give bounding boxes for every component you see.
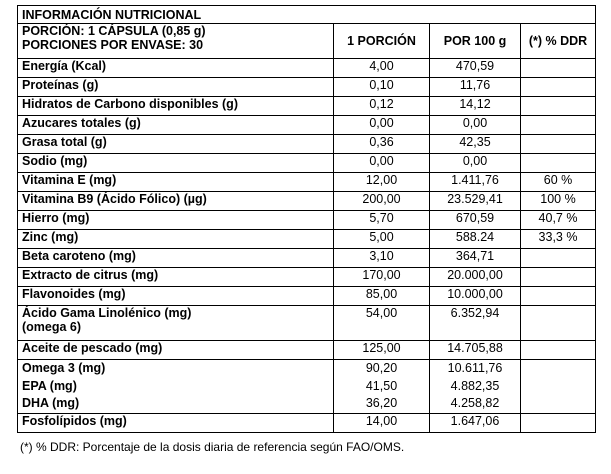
table-row [18, 116, 596, 135]
nutrient-name: Sodio (mg) [18, 154, 334, 173]
table-row [18, 413, 596, 432]
portion-value: 0,00 [334, 154, 430, 173]
ddr-value [521, 287, 596, 306]
table-row [18, 341, 596, 360]
nutrient-name: Vitamina B9 (Ácido Fólico) (µg) [18, 192, 334, 211]
portion-value: 5,70 [334, 211, 430, 230]
nutrition-facts-table [17, 5, 596, 433]
portion-value: 0,36 [334, 135, 430, 154]
col-header-per-100g: POR 100 g [430, 24, 521, 59]
nutrient-name: Hidratos de Carbono disponibles (g) [18, 97, 334, 116]
table-row [18, 360, 596, 414]
portion-value: 54,00 [334, 306, 430, 341]
nutrient-name: Fosfolípidos (mg) [18, 413, 334, 432]
nutrient-name: Azucares totales (g) [18, 116, 334, 135]
ddr-value: 40,7 % [521, 211, 596, 230]
per-100g-value: 42,35 [430, 135, 521, 154]
col-header-portion: 1 PORCIÓN [334, 24, 430, 59]
ddr-value [521, 360, 596, 414]
nutrient-name: Grasa total (g) [18, 135, 334, 154]
table-row [18, 287, 596, 306]
ddr-value [521, 59, 596, 78]
ddr-value [521, 306, 596, 341]
per-100g-value: 23.529,41 [430, 192, 521, 211]
per-100g-value-line: 4.882,35 [450, 378, 500, 393]
per-100g-value: 364,71 [430, 249, 521, 268]
portion-value: 200,00 [334, 192, 430, 211]
nutrient-name [18, 306, 334, 341]
nutrient-name-line: (omega 6) [22, 320, 82, 334]
per-100g-value: 20.000,00 [430, 268, 521, 287]
table-row [18, 135, 596, 154]
nutrient-name: Aceite de pescado (mg) [18, 341, 334, 360]
servings-per-container: PORCIONES POR ENVASE: 30 [22, 38, 204, 52]
portion-value: 4,00 [334, 59, 430, 78]
ddr-value [521, 249, 596, 268]
ddr-value [521, 78, 596, 97]
portion-value: 85,00 [334, 287, 430, 306]
per-100g-value [430, 360, 521, 414]
table-row [18, 192, 596, 211]
table-row [18, 306, 596, 341]
per-100g-value: 0,00 [430, 154, 521, 173]
table-row [18, 59, 596, 78]
nutrient-name: Extracto de citrus (mg) [18, 268, 334, 287]
nutrient-name: Flavonoides (mg) [18, 287, 334, 306]
per-100g-value: 588.24 [430, 230, 521, 249]
ddr-value: 33,3 % [521, 230, 596, 249]
nutrient-name: Zinc (mg) [18, 230, 334, 249]
table-row [18, 249, 596, 268]
per-100g-value: 670,59 [430, 211, 521, 230]
per-100g-value: 11,76 [430, 78, 521, 97]
ddr-value [521, 341, 596, 360]
per-100g-value-line: 4.258,82 [450, 396, 500, 410]
per-100g-value: 10.000,00 [430, 287, 521, 306]
portion-value-line: 36,20 [365, 396, 398, 410]
nutrient-name-line: Ácido Gama Linolénico (mg) [22, 306, 192, 320]
table-row [18, 154, 596, 173]
portion-value: 0,10 [334, 78, 430, 97]
table-row [18, 211, 596, 230]
ddr-value [521, 116, 596, 135]
nutrient-name-line: EPA (mg) [22, 378, 77, 393]
portion-value: 170,00 [334, 268, 430, 287]
col-header-ddr: (*) % DDR [521, 24, 596, 59]
ddr-value [521, 268, 596, 287]
table-title-row [18, 6, 596, 24]
portion-value: 3,10 [334, 249, 430, 268]
ddr-value [521, 97, 596, 116]
portion-value-line: 90,20 [365, 361, 398, 375]
per-100g-value: 470,59 [430, 59, 521, 78]
per-100g-value: 1.411,76 [430, 173, 521, 192]
portion-value: 0,00 [334, 116, 430, 135]
nutrient-name: Hierro (mg) [18, 211, 334, 230]
serving-info [18, 24, 334, 59]
portion-value: 14,00 [334, 413, 430, 432]
ddr-value [521, 154, 596, 173]
per-100g-value: 14,12 [430, 97, 521, 116]
portion-value: 0,12 [334, 97, 430, 116]
ddr-value [521, 413, 596, 432]
serving-size: PORCIÓN: 1 CÁPSULA (0,85 g) [22, 24, 206, 38]
portion-value [334, 360, 430, 414]
nutrient-name-line: DHA (mg) [22, 396, 80, 410]
nutrient-name: Beta caroteno (mg) [18, 249, 334, 268]
table-row [18, 173, 596, 192]
per-100g-value-line: 10.611,76 [447, 361, 503, 375]
ddr-value: 60 % [521, 173, 596, 192]
table-header-row [18, 24, 596, 59]
per-100g-value: 6.352,94 [430, 306, 521, 341]
portion-value: 5,00 [334, 230, 430, 249]
table-row [18, 230, 596, 249]
table-row [18, 268, 596, 287]
portion-value: 12,00 [334, 173, 430, 192]
per-100g-value: 1.647,06 [430, 413, 521, 432]
table-row [18, 78, 596, 97]
nutrient-name: Proteínas (g) [18, 78, 334, 97]
nutrient-name: Vitamina E (mg) [18, 173, 334, 192]
table-row [18, 97, 596, 116]
table-title: INFORMACIÓN NUTRICIONAL [18, 6, 596, 24]
portion-value: 125,00 [334, 341, 430, 360]
ddr-value [521, 135, 596, 154]
per-100g-value: 0,00 [430, 116, 521, 135]
portion-value-line: 41,50 [365, 378, 398, 393]
footnote: (*) % DDR: Porcentaje de la dosis diaria de referencia según FAO/OMS. [20, 440, 405, 454]
per-100g-value: 14.705,88 [430, 341, 521, 360]
nutrient-name: Energía (Kcal) [18, 59, 334, 78]
nutrient-name-line: Omega 3 (mg) [22, 361, 106, 375]
nutrient-name [18, 360, 334, 414]
ddr-value: 100 % [521, 192, 596, 211]
